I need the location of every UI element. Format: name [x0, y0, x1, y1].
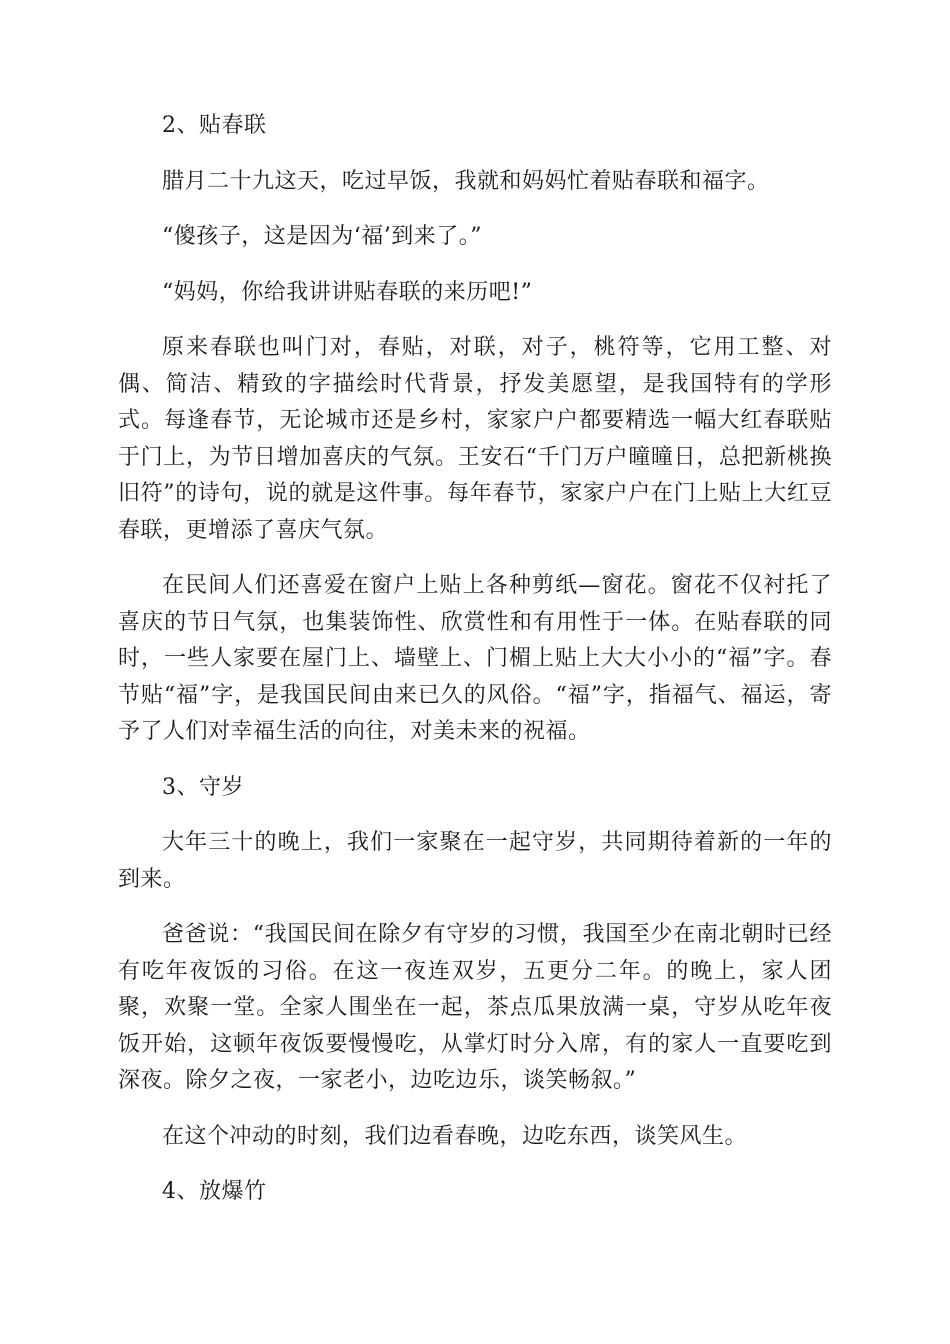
paragraph: 在这个冲动的时刻，我们边看春晚，边吃东西，谈笑风生。 — [162, 1123, 748, 1149]
paragraph: 爸爸说：“我国民间在除夕有守岁的习惯，我国至少在南北朝时已经有吃年夜饭的习俗。在这一夜连双岁，五更分二年。的晚上，家人团聚，欢聚一堂。全家人围坐在一起，茶点瓜果放满一桌，守岁从吃年夜饭开始，这顿年夜饭要慢慢吃，从掌灯时分入席，有的家人一直要吃到深夜。除夕之夜，一家老小，边吃边乐，谈笑畅叙。” — [118, 922, 832, 1093]
paragraph: “傻孩子，这是因为‘福’到来了。” — [162, 224, 482, 249]
paragraph: 腊月二十九这天，吃过早饭，我就和妈妈忙着贴春联和福字。 — [162, 168, 770, 194]
paragraph: 原来春联也叫门对，春贴，对联，对子，桃符等，它用工整、对偶、简洁、精致的字描绘时代背景，抒发美愿望，是我国特有的学形式。每逢春节，无论城市还是乡村，家家户户都要精选一幅大红春联贴于门上，为节日增加喜庆的气氛。王安石“千门万户曈曈日，总把新桃换旧符”的诗句，说的就是这件事。每年春节，家家户户在门上贴上大红豆春联，更增添了喜庆气氛。 — [118, 335, 832, 543]
section-heading-firecrackers: 4、放爆竹 — [162, 1179, 267, 1204]
section-heading-couplets: 2、贴春联 — [162, 113, 267, 138]
paragraph: 在民间人们还喜爱在窗户上贴上各种剪纸—窗花。窗花不仅衬托了喜庆的节日气氛，也集装饰性、欣赏性和有用性于一体。在贴春联的同时，一些人家要在屋门上、墙壁上、门楣上贴上大大小小的“福”字。春节贴“福”字，是我国民间由来已久的风俗。“福”字，指福气、福运，寄予了人们对幸福生活的向往，对美未来的祝福。 — [118, 573, 832, 744]
document-body — [118, 108, 832, 1230]
paragraph: 大年三十的晚上，我们一家聚在一起守岁，共同期待着新的一年的到来。 — [118, 830, 832, 892]
section-heading-new-year-eve-vigil: 3、守岁 — [162, 774, 244, 800]
paragraph: “妈妈，你给我讲讲贴春联的来历吧!” — [162, 279, 533, 305]
